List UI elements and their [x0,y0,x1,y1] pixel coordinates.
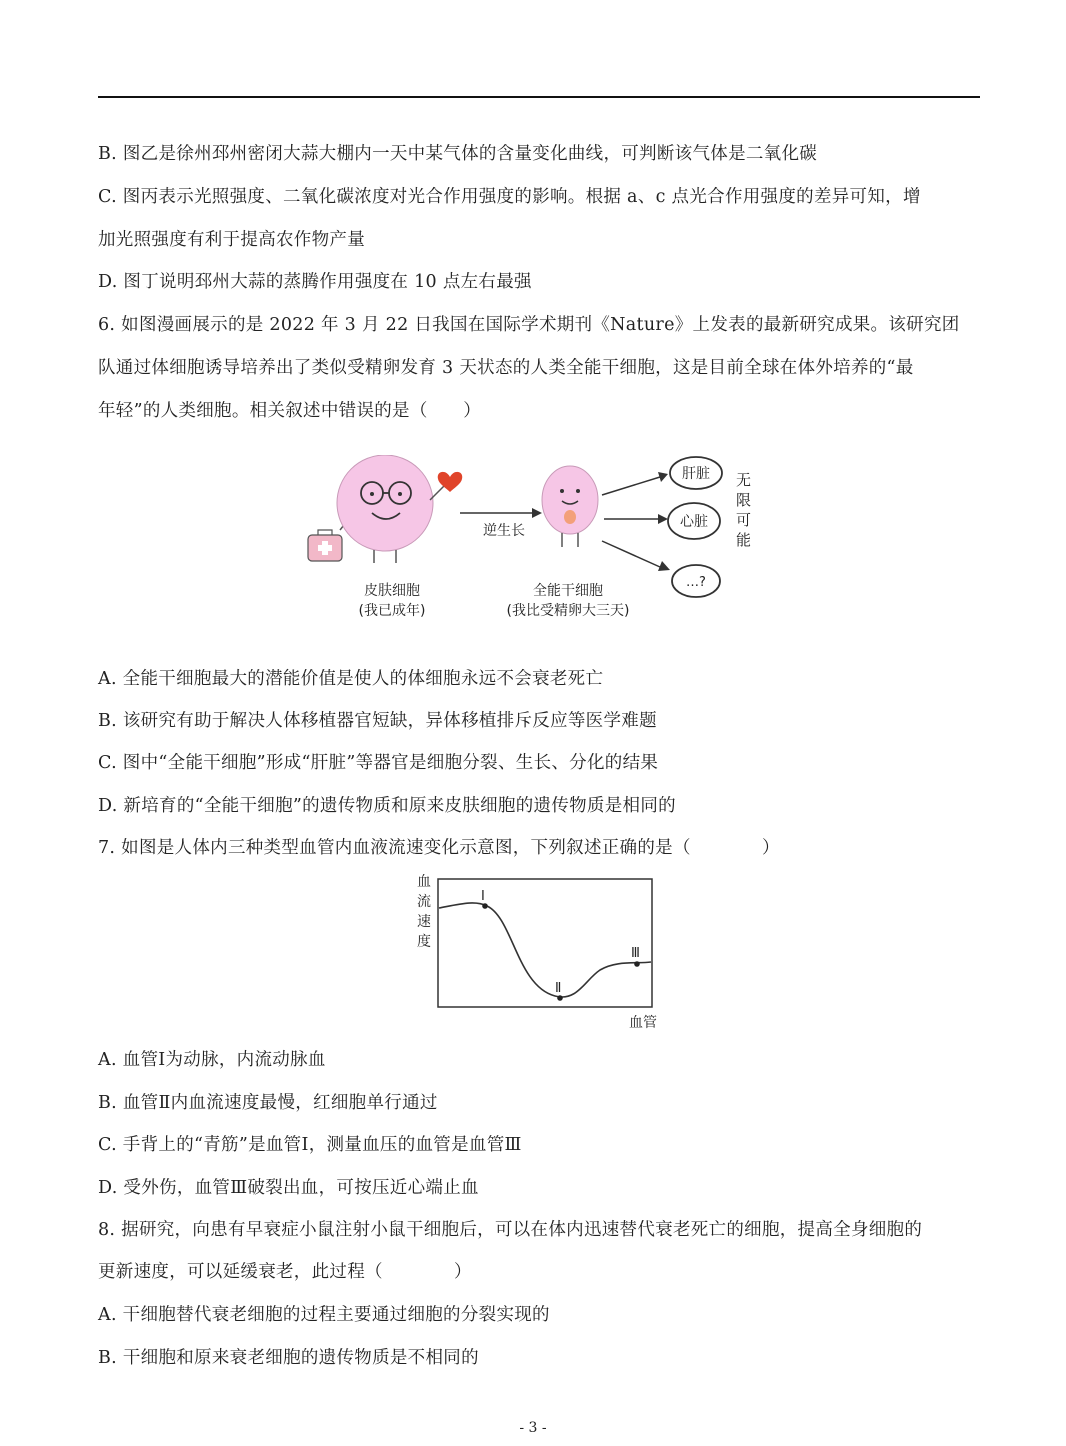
option-b: B. 该研究有助于解决人体移植器官短缺，异体移植排斥反应等医学难题 [98,711,657,731]
unknown-label: …? [686,575,706,590]
skin-cell-caption: (我已成年) [358,603,426,619]
option-a: A. 血管Ⅰ为动脉，内流动脉血 [98,1050,326,1070]
medical-bag-icon [308,530,342,561]
stem-cell-character [542,466,598,547]
option-a: A. 全能干细胞最大的潜能价值是使人的体细胞永远不会衰老死亡 [98,669,604,689]
diagram-frame [438,879,652,1007]
point-iii-label: Ⅲ [631,946,640,961]
text-line: B. 图乙是徐州邳州密闭大蒜大棚内一天中某气体的含量变化曲线，可判断该气体是二氧化碳 [98,144,818,164]
option-a: A. 干细胞替代衰老细胞的过程主要通过细胞的分裂实现的 [98,1305,550,1325]
point-ii [557,995,563,1001]
header-rule [98,96,980,98]
question-8-line: 8. 据研究，向患有早衰症小鼠注射小鼠干细胞后，可以在体内迅速替代衰老死亡的细胞，提高全身细胞的 [98,1220,923,1240]
option-d: D. 新培育的“全能干细胞”的遗传物质和原来皮肤细胞的遗传物质是相同的 [98,796,676,816]
skin-cell-label: 皮肤细胞 [364,583,420,599]
stem-cell-caption: (我比受精卵大三天) [506,603,630,619]
option-c: C. 图中“全能干细胞”形成“肝脏”等器官是细胞分裂、生长、分化的结果 [98,753,659,773]
text-line: 队通过体细胞诱导培养出了类似受精卵发育 3 天状态的人类全能干细胞，这是目前全球在体外培养的“最 [98,358,914,378]
point-i [482,903,488,909]
x-axis-label: 血管 [629,1015,657,1031]
side-text-char: 能 [736,531,752,549]
option-b: B. 血管Ⅱ内血流速度最慢，红细胞单行通过 [98,1093,438,1113]
text-line: 年轻”的人类细胞。相关叙述中错误的是（ ） [98,401,482,421]
y-axis-label-char: 血 [417,874,431,890]
y-axis-label-char: 度 [417,934,431,950]
point-i-label: Ⅰ [481,889,485,904]
side-text-char: 可 [736,511,752,529]
option-d: D. 受外伤，血管Ⅲ破裂出血，可按压近心端止血 [98,1178,479,1198]
option-c: C. 手背上的“青筋”是血管Ⅰ，测量血压的血管是血管Ⅲ [98,1135,522,1155]
point-ii-label: Ⅱ [555,981,562,996]
page-number: - 3 - [519,1420,547,1436]
question-7-line: 7. 如图是人体内三种类型血管内血液流速变化示意图，下列叙述正确的是（ ） [98,838,780,858]
side-text-char: 无 [736,471,752,489]
heart-label: 心脏 [680,514,708,530]
arrow-label: 逆生长 [483,523,525,539]
text-line: 加光照强度有利于提高农作物产量 [98,230,365,250]
point-iii [634,961,640,967]
text-line: C. 图丙表示光照强度、二氧化碳浓度对光合作用强度的影响。根据 a、c 点光合作用强度的差异可知，增 [98,187,921,207]
y-axis-label-char: 流 [417,894,431,910]
stem-cell-label: 全能干细胞 [533,583,603,599]
skin-cell-character [337,455,445,563]
blood-flow-diagram [405,868,675,1038]
text-line: 更新速度，可以延缓衰老，此过程（ ） [98,1262,472,1282]
flow-curve [439,903,651,997]
stem-cell-cartoon [300,455,770,630]
text-line: D. 图丁说明邳州大蒜的蒸腾作用强度在 10 点左右最强 [98,272,532,292]
question-6-line: 6. 如图漫画展示的是 2022 年 3 月 22 日我国在国际学术期刊《Nature》上发表的最新研究成果。该研究团 [98,315,960,335]
arrow-head-icon [532,508,542,518]
option-b: B. 干细胞和原来衰老细胞的遗传物质是不相同的 [98,1348,479,1368]
liver-label: 肝脏 [682,466,710,482]
side-text-char: 限 [736,491,752,509]
y-axis-label-char: 速 [417,914,431,930]
